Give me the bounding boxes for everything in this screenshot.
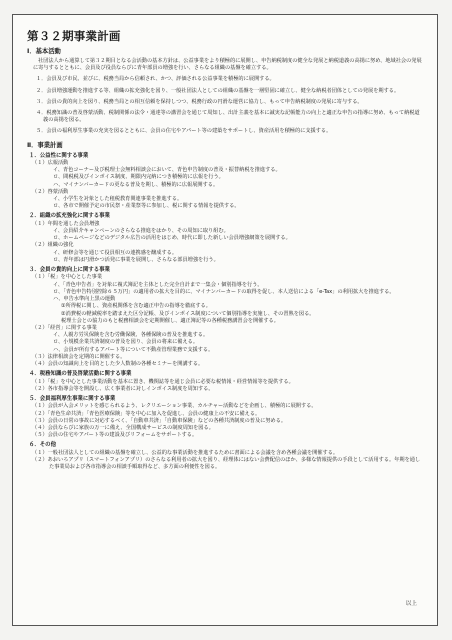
plan-heading: Ⅱ．事業計画	[27, 141, 63, 149]
closing-mark: 以上	[405, 601, 417, 607]
plan-section-heading: ２．組織の拡充強化に関する事業	[29, 213, 110, 220]
plan-section-heading: ４．税務知識の普及啓蒙活動に関する事業	[29, 371, 132, 378]
plan-section-heading: １．公益性に関する事業	[29, 152, 89, 159]
plan-line: ロ、ホームページなどのデジタル広告の活用をはじめ、時代に即した新しい会員増強網策を展開する。	[53, 235, 291, 242]
page-title: 第３２期事業計画	[27, 29, 121, 43]
plan-line: ロ、青年部は円滑かつ活発に事業を展開し、さらなる部員増強を行う。	[53, 256, 219, 263]
basic-heading: Ⅰ．基本活動	[27, 48, 61, 55]
plan-line: ②消費税の軽減税率を踏まえた区分記帳、及びインボイス制度について個別指導を実施し、その習熟を図る。	[61, 310, 315, 317]
basic-item: １．会員及び市民、並びに、税務当局から信頼され、かつ、評価される公益事業を積極的に展開する。	[36, 76, 275, 83]
basic-items	[27, 76, 423, 135]
plan-line: （１）「税」を中心とした事業	[32, 274, 103, 281]
basic-item: ５．会員の福利厚生事業の充実を図るとともに、会員の住宅やアパート等の建築をサポートし、資産活用を積極的に支援する。	[36, 128, 332, 135]
plan-line: （１）広報活動	[32, 160, 69, 167]
plan-line: （３）法律相談会を定期的に開催する。	[32, 353, 126, 360]
plan-line: ハ、マイナンバーカードの更なる普及を期し、積極的に広報展開する。	[53, 181, 219, 188]
plan-line: イ、研修会等を通じて役員相互の連携感を醸成する。	[53, 249, 178, 256]
plan-line: ロ、「青色申告特別控除６５万円」の適用者の拡大を目的に、マイナンバーカードの取得を促し、本人送信による「e-Tax」の利用拡大を推進する。	[53, 288, 395, 295]
plan-line: （１）一般社団法人としての組織の基盤を確立し、公益的な事業活動を推進するために書面による会議を含め各種会議を開催する。	[32, 449, 339, 456]
plan-section-heading: ３．会員の貴的向上に関する事業	[29, 267, 110, 274]
plan-line: （２）組織の強化	[32, 242, 74, 249]
plan-line: （１）会員が入会メリットを感じられるよう、レクリエーション事業、カルチャー活動などを企画し、積極的に展開する。	[32, 403, 317, 410]
plan-line: （２）「青色生命共済」「青色医療保険」等を中心に加入を促進し、会員の健康上の不安に備える。	[32, 410, 261, 417]
plan-line: ハ、会員が所有するアパート等について不動産管理業務で支援する。	[53, 346, 214, 353]
plan-line: ロ、各市で開催予定の市民祭・産業祭等に参加し、税に関する情報を提供する。	[53, 203, 240, 210]
basic-intro: 社団法人から通算して第３２期目となる会活動の基本方針は、公益事業をより積極的に展開し、申告納税制度の健全な発展と納税道義の高揚に努め、地域社会の発展に寄与するとともに、会員及び役員ならびに青年部員の増強を行い、さらなる組織の基盤を確立する。	[33, 58, 422, 72]
plan-line: （４）会員ならびに家族の万一に備え、全国構成サービスの制度周知を図る。	[32, 424, 214, 431]
document-page	[12, 14, 438, 626]
plan-line: イ、「青色申告者」を対象に複式簿記を主体とした完全自計まで一集会・個別指導を行う。	[53, 281, 263, 288]
plan-section-heading: ６．その他	[29, 442, 56, 449]
plan-line: （２）各市指導会等を開設し、広く事業者に対しインボイス制度を周知する。	[32, 385, 214, 392]
plan-sections	[27, 153, 423, 472]
plan-line: （３）会員の日常の事故に対応するべく、「自動車共済」「自動車保険」などの各種共済制度の普及に努める。	[32, 417, 287, 424]
basic-item: ４．税務知識の普及啓蒙活動、税制関係の法令・通達等の講習会を通じて周知し、出計主義を基本に誠実な記帳能力の向上と適正な申告の指導に努め、もって納税道義の高揚を図る。	[36, 110, 420, 124]
plan-line: （２）啓蒙活動	[32, 188, 69, 195]
plan-line: ロ、小規模企業共済制度の普及を図り、会員の将来に備える。	[53, 339, 199, 346]
plan-line: イ、小学生を対象とした租税教育関連事業を推進する。	[53, 196, 183, 203]
plan-line: （５）会員の住宅やアパート等の建設及びリフォームをサポートする。	[32, 432, 198, 439]
plan-line: ロ、間税税及びインボイス制度、期限内完納につき積極的に広報を行う。	[53, 174, 224, 181]
plan-line: 税理士会との協力のもと税務相談会を定期開催し、適正簿記等の各種税務講習会を開催する。	[61, 317, 279, 324]
plan-line: イ、青色コーナー及び税理士会無料相談会において、青色申告制度の普及・振替納税を推進する。	[53, 167, 281, 174]
plan-line: （４）会員の知識向上を目的とした少人数制の各種セミナーを開講する。	[32, 360, 204, 367]
basic-item: ２．会員増強運動を推進する等、組織の拡充強化を図り、一般社団法人としての組織の基盤を一層堅固に確立し、健全な納税者団体としての発展を期する。	[36, 87, 400, 94]
plan-line: イ、会員紹介キャンペーンのさらなる推進をはかり、その周知に取り組む。	[53, 228, 229, 235]
plan-line: ハ、申告水準向上黒の運動	[53, 296, 116, 303]
plan-section-heading: ５．会員福利厚生事業に関する事業	[29, 395, 116, 402]
plan-line: （１）「税」を中心とした事業活動を基本に置き、機関誌等を通じ会員に必要な税情報・経営情報等を提供する。	[32, 378, 294, 385]
plan-line: （２）あおいろアプリ（スマートフォンアプリ）のさらなる利用者の拡大を図り、経理体にはない会費配信のほか、多様な情報提供の手段として活用する。年期を通した事業局および各市指導会の相談手順取得など、多方面の利便性を図る。	[32, 456, 421, 471]
basic-item: ３．会員の貴的向上を図り、税務当局との相互信頼を保持しつつ、税務行政の円滑な運営に協力し、もって申告納税制度の発展に寄与する。	[36, 98, 363, 105]
plan-line: イ、人親方労災保険を含む労働保険、各種保険の普及を推進する。	[53, 332, 209, 339]
plan-line: （２）「経営」に関する事業	[32, 324, 97, 331]
plan-line: （１）年間を通した会員増強	[32, 220, 100, 227]
plan-line: ①所得税に関し、資産税関係を含む適正申告の指導を徹底する。	[61, 303, 211, 310]
